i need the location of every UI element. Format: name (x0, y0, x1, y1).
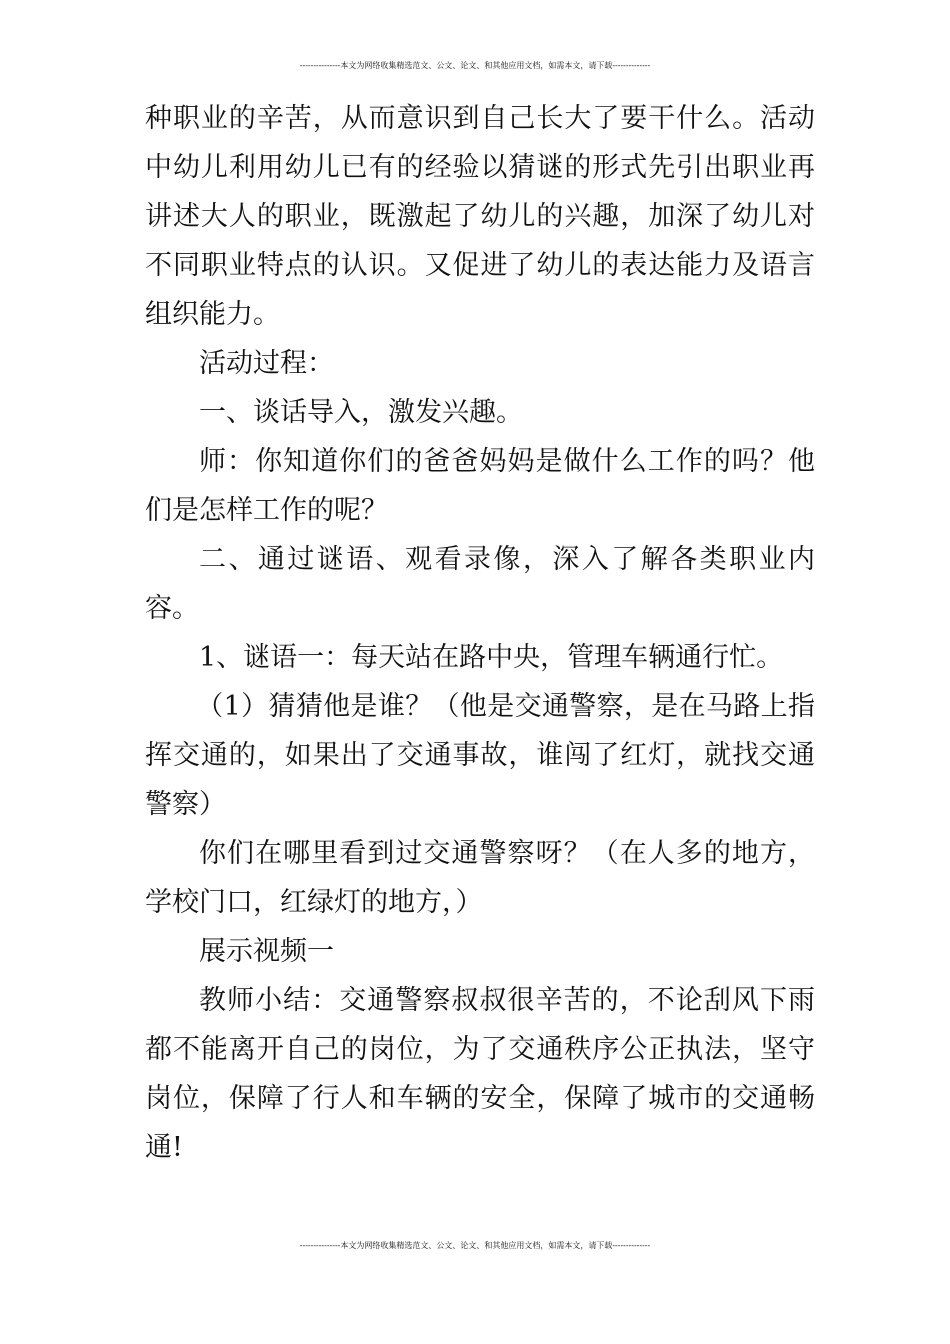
paragraph-guess: （1）猜猜他是谁？（他是交通警察，是在马路上指挥交通的，如果出了交通事故，谁闯了红灯，就找交通警察） (145, 691, 815, 820)
paragraph-section-two: 二、通过谜语、观看录像，深入了解各类职业内容。 (145, 544, 815, 624)
paragraph-continuation: 种职业的辛苦，从而意识到自己长大了要干什么。活动中幼儿利用幼儿已有的经验以猜谜的形式先引出职业再讲述大人的职业，既激起了幼儿的兴趣，加深了幼儿对不同职业特点的认识。又促进了幼儿的表达能力及语言组织能力。 (145, 103, 815, 330)
footer-banner: ---------------本文为网络收集精选范文、公文、论文、和其他应用文档，如需本文，请下载-------------- (299, 1241, 651, 1250)
paragraph-teacher-question: 师：你知道你们的爸爸妈妈是做什么工作的吗？他们是怎样工作的呢？ (145, 446, 815, 526)
paragraph-show-video: 展示视频一 (199, 936, 334, 967)
paragraph-riddle-one: 1、谜语一：每天站在路中央，管理车辆通行忙。 (199, 642, 784, 673)
paragraph-activity-process: 活动过程： (199, 348, 334, 379)
paragraph-where-seen: 你们在哪里看到过交通警察呀？（在人多的地方，学校门口，红绿灯的地方，） (145, 838, 815, 918)
paragraph-teacher-summary: 教师小结：交通警察叔叔很辛苦的，不论刮风下雨都不能离开自己的岗位，为了交通秩序公正执法，坚守岗位，保障了行人和车辆的安全，保障了城市的交通畅通! (145, 985, 815, 1163)
document-body (145, 94, 815, 1172)
header-banner: ---------------本文为网络收集精选范文、公文、论文、和其他应用文档，如需本文，请下载-------------- (299, 61, 651, 70)
paragraph-section-one: 一、谈话导入，激发兴趣。 (199, 397, 523, 428)
